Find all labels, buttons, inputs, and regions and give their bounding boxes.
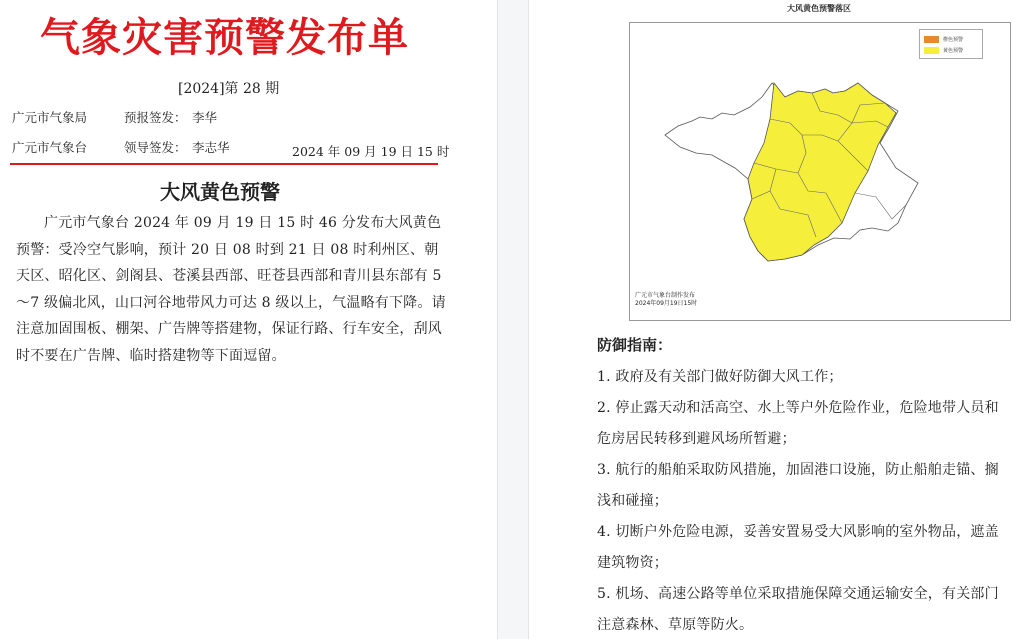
guide-item: 4. 切断户外危险电源，妥善安置易受大风影响的室外物品，遮盖建筑物资； [597, 524, 999, 571]
map-credit-time: 2024年09月19日15时 [635, 300, 698, 307]
guide-heading: 防御指南： [597, 336, 673, 354]
map-credit-producer: 广元市气象台制作发布 [635, 292, 696, 299]
issuing-bureau: 广元市气象局 [12, 110, 88, 125]
warning-map [629, 22, 1011, 321]
guide-item: 3. 航行的船舶采取防风措施，加固港口设施，防止船舶走锚、搁浅和碰撞； [597, 462, 999, 509]
issuing-observatory: 广元市气象台 [12, 140, 88, 155]
guide-page [529, 0, 1024, 639]
legend-item-orange [924, 35, 963, 43]
bulletin-page [0, 0, 495, 639]
bulletin-title: 气象灾害预警发布单 [40, 15, 409, 61]
legend-label-yellow: 黄色预警 [943, 47, 964, 54]
guide-item: 1. 政府及有关部门做好防御大风工作； [597, 369, 843, 385]
forecast-signer: 李华 [192, 110, 218, 125]
guide-item: 2. 停止露天动和活高空、水上等户外危险作业，危险地带人员和危房居民转移到避风场所暂避； [597, 400, 999, 447]
warning-body: 广元市气象台 2024 年 09 月 19 日 15 时 46 分发布大风黄色预警：受冷空气影响，预计 20 日 08 时到 21 日 08 时利州区、朝天区、昭化区、剑阁县、苍溪县西部、旺苍县西部和青川县东部有 5～7 级偏北风，山口河谷地带风力可达 8 级以上，气温略有下降。请注意加固围板、棚架、广告牌等搭建物，保证行路、行车安全，刮风时不要在广告牌、临时搭建物等下面逗留。 [16, 215, 446, 364]
page-gutter [497, 0, 529, 639]
map-legend [919, 29, 983, 59]
leader-signer: 李志华 [192, 140, 230, 155]
legend-label-orange: 橙色预警 [943, 36, 964, 43]
red-divider [10, 163, 438, 165]
orange-swatch [924, 36, 939, 43]
forecast-signer-label: 预报签发： [124, 110, 187, 125]
guide-item: 5. 机场、高速公路等单位采取措施保障交通运输安全，有关部门注意森林、草原等防火。 [597, 586, 999, 633]
yellow-swatch [924, 47, 939, 54]
legend-item-yellow [924, 46, 963, 54]
guide-list [597, 362, 1007, 641]
map-title: 大风黄色预警落区 [787, 4, 851, 13]
leader-signer-label: 领导签发： [124, 140, 187, 155]
issue-number: [2024]第 28 期 [178, 81, 280, 97]
map-credit [635, 292, 697, 308]
issue-time: 2024 年 09 月 19 日 15 时 [292, 144, 450, 159]
warning-title: 大风黄色预警 [160, 180, 280, 204]
region-map [630, 23, 1010, 320]
